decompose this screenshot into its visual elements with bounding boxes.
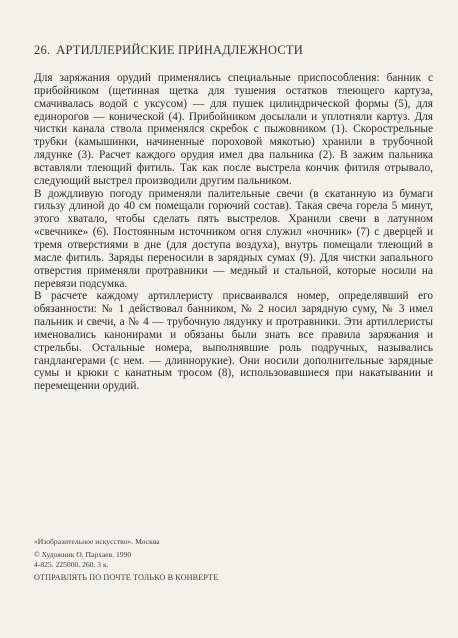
- section-number: 26.: [34, 43, 51, 57]
- paragraph-crew-numbers: В расчете каждому артиллеристу присваивался номер, определявший его обязанности: № 1 действовал банником, № 2 носил зарядную суму, № 3 имел пальник и свечи, а № 4 — трубочную лядунку и протравники. Эти артиллеристы именовались канонирами и обязаны были знать все правила заряжания и стрельбы. Остальные номера, выполнявшие роль подручных, назывались гандлангерами (с нем. — длиннорукие). Они носили дополнительные зарядные сумы и крюки с канатным тросом (8), использовавшиеся при накатывании и перемещении орудий.: [34, 290, 433, 393]
- section-heading: [34, 43, 434, 58]
- imprint-block: [34, 537, 434, 583]
- section-title: АРТИЛЛЕРИЙСКИЕ ПРИНАДЛЕЖНОСТИ: [56, 43, 303, 57]
- copyright-line: © Художник О. Пархаев. 1990: [34, 550, 132, 560]
- publisher-line: «Изобразительное искусство». Москва: [34, 537, 160, 546]
- print-codes-line: 4-825. 225000. 260. 3 к.: [34, 560, 109, 570]
- mailing-notice: ОТПРАВЛЯТЬ ПО ПОЧТЕ ТОЛЬКО В КОНВЕРТЕ: [34, 572, 219, 582]
- paragraph-loading-tools: Для заряжания орудий применялись специальные приспособления: банник с прибойником (щетинная щетка для тушения остатков тлеющего картуза, смачивалась водой с уксусом) — для пушек цилиндрической формы (5), для единорогов — конической (4). Прибойником досылали и уплотняли картуз. Для чистки канала ствола применялся скребок с пыжовником (1). Скорострельные трубки (камышинки, начиненные пороховой мякотью) хранили в трубочной лядунке (3). Расчет каждого орудия имел два пальника (2). В зажим пальника вставляли тлеющий фитиль. Так как после выстрела кончик фитиля отрывало, следующий выстрел производили другим пальником.: [34, 72, 433, 187]
- paragraph-fire-sources: В дождливую погоду применяли палительные свечи (в скатанную из бумаги гильзу длиной до 40 см помещали горючий состав). Такая свеча горела 5 минут, этого хватало, чтобы сделать пять выстрелов. Хранили свечи в латунном «свечнике» (6). Постоянным источником огня служил «ночник» (7) с дверцей и тремя отверстиями в дне (для доступа воздуха), внутрь помещали тлеющий в масле фитиль. Заряды переносили в зарядных сумах (9). Для чистки запального отверстия применяли протравники — медный и стальной, которые носили на перевязи подсумка.: [34, 187, 433, 290]
- body-text: [34, 72, 433, 393]
